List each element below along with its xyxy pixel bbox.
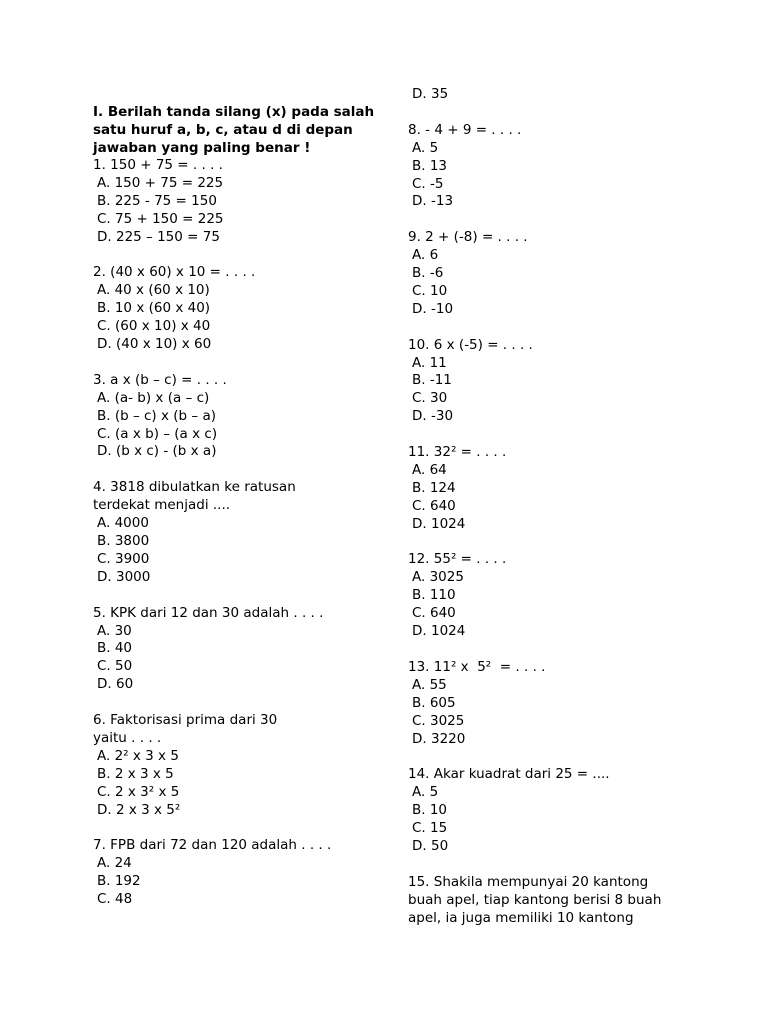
question-stem: 2. (40 x 60) x 10 = . . . .: [93, 264, 256, 281]
option-d[interactable]: D. 1024: [412, 623, 466, 640]
option-c[interactable]: C. 2 x 3² x 5: [97, 783, 180, 800]
option-d[interactable]: D. -30: [412, 408, 454, 425]
question-stem: 7. FPB dari 72 dan 120 adalah . . . .: [93, 837, 332, 854]
question-10: [408, 337, 708, 427]
option-c[interactable]: C. 75 + 150 = 225: [97, 210, 224, 227]
question-stem: 15. Shakila mempunyai 20 kantong buah apel, tiap kantong berisi 8 buah apel, ia juga memiliki 10 kantong: [408, 873, 662, 926]
question-stem: 11. 32² = . . . .: [408, 444, 507, 461]
question-stem: 12. 55² = . . . .: [408, 551, 507, 568]
option-b[interactable]: B. -11: [412, 372, 452, 389]
option-a[interactable]: A. 5: [412, 139, 439, 156]
question-stem: 14. Akar kuadrat dari 25 = ....: [408, 766, 610, 783]
option-c[interactable]: C. (a x b) – (a x c): [97, 425, 218, 442]
option-c[interactable]: C. (60 x 10) x 40: [97, 318, 211, 335]
option-d[interactable]: D. 35: [412, 86, 449, 102]
option-b[interactable]: B. 225 - 75 = 150: [97, 192, 217, 209]
option-c[interactable]: C. 10: [412, 282, 448, 299]
option-b[interactable]: B. 110: [412, 587, 456, 604]
option-c[interactable]: C. 640: [412, 605, 456, 622]
option-d[interactable]: D. 50: [412, 837, 449, 854]
option-a[interactable]: A. 2² x 3 x 5: [97, 747, 179, 764]
option-a[interactable]: A. (a- b) x (a – c): [97, 389, 210, 406]
option-c[interactable]: C. 30: [412, 390, 448, 407]
option-a[interactable]: A. 30: [97, 622, 132, 639]
question-11: [408, 444, 708, 534]
question-stem: 9. 2 + (-8) = . . . .: [408, 229, 528, 246]
question-9: [408, 229, 708, 319]
question-6: [93, 712, 383, 819]
option-d[interactable]: D. 225 – 150 = 75: [97, 228, 220, 245]
question-stem: 8. - 4 + 9 = . . . .: [408, 121, 522, 138]
option-d[interactable]: D. -13: [412, 193, 454, 210]
option-a[interactable]: A. 4000: [97, 515, 149, 532]
option-b[interactable]: B. 40: [97, 640, 133, 657]
option-d[interactable]: D. -10: [412, 300, 454, 317]
option-b[interactable]: B. 605: [412, 694, 456, 711]
question-14: [408, 766, 708, 856]
option-d[interactable]: D. (40 x 10) x 60: [97, 336, 212, 353]
instruction-text: I. Berilah tanda silang (x) pada salah satu huruf a, b, c, atau d di depan jawaban yang paling benar !: [93, 104, 375, 156]
question-5: [93, 605, 383, 695]
question-4: [93, 479, 383, 586]
option-b[interactable]: B. 13: [412, 157, 448, 174]
option-b[interactable]: B. 2 x 3 x 5: [97, 765, 174, 782]
option-d[interactable]: D. 1024: [412, 515, 466, 532]
option-c[interactable]: C. 3025: [412, 712, 465, 729]
option-a[interactable]: A. 24: [97, 855, 132, 872]
option-d[interactable]: D. (b x c) - (b x a): [97, 443, 217, 460]
question-2: [93, 264, 383, 354]
question-stem: 1. 150 + 75 = . . . .: [93, 157, 223, 173]
question-8: [408, 122, 708, 212]
option-d[interactable]: D. 3220: [412, 730, 466, 747]
option-c[interactable]: C. 48: [97, 891, 133, 908]
question-stem: 13. 11² x 5² = . . . .: [408, 658, 546, 675]
option-b[interactable]: B. 3800: [97, 532, 150, 549]
question-1: [93, 157, 383, 247]
option-a[interactable]: A. 55: [412, 676, 447, 693]
question-3: [93, 372, 383, 462]
question-15: [408, 874, 708, 928]
option-b[interactable]: B. -6: [412, 265, 444, 282]
option-a[interactable]: A. 40 x (60 x 10): [97, 282, 210, 299]
option-a[interactable]: A. 64: [412, 461, 447, 478]
option-c[interactable]: C. 3900: [97, 550, 150, 567]
option-a[interactable]: A. 3025: [412, 569, 464, 586]
option-b[interactable]: B. 10: [412, 802, 448, 819]
question-stem: 10. 6 x (-5) = . . . .: [408, 336, 533, 353]
option-c[interactable]: C. 50: [97, 658, 133, 675]
question-stem: 3. a x (b – c) = . . . .: [93, 371, 227, 388]
question-12: [408, 551, 708, 641]
option-c[interactable]: C. 640: [412, 497, 456, 514]
option-b[interactable]: B. (b – c) x (b – a): [97, 407, 216, 424]
option-d[interactable]: D. 3000: [97, 568, 151, 585]
question-13: [408, 659, 708, 749]
option-a[interactable]: A. 150 + 75 = 225: [97, 174, 224, 191]
left-column: [93, 103, 383, 909]
option-b[interactable]: B. 124: [412, 479, 456, 496]
option-a[interactable]: A. 5: [412, 784, 439, 801]
option-b[interactable]: B. 192: [97, 873, 141, 890]
question-stem: 5. KPK dari 12 dan 30 adalah . . . .: [93, 604, 324, 621]
option-b[interactable]: B. 10 x (60 x 40): [97, 300, 211, 317]
option-d[interactable]: D. 60: [97, 676, 134, 693]
question-7-continued: [408, 86, 708, 104]
option-a[interactable]: A. 6: [412, 247, 439, 264]
question-stem: 6. Faktorisasi prima dari 30 yaitu . . . .: [93, 712, 278, 746]
right-column: [408, 86, 708, 927]
question-stem: 4. 3818 dibulatkan ke ratusan terdekat menjadi ....: [93, 479, 296, 514]
option-d[interactable]: D. 2 x 3 x 5²: [97, 801, 181, 818]
option-a[interactable]: A. 11: [412, 354, 447, 371]
question-7: [93, 837, 383, 909]
option-c[interactable]: C. 15: [412, 820, 448, 837]
option-c[interactable]: C. -5: [412, 175, 444, 192]
